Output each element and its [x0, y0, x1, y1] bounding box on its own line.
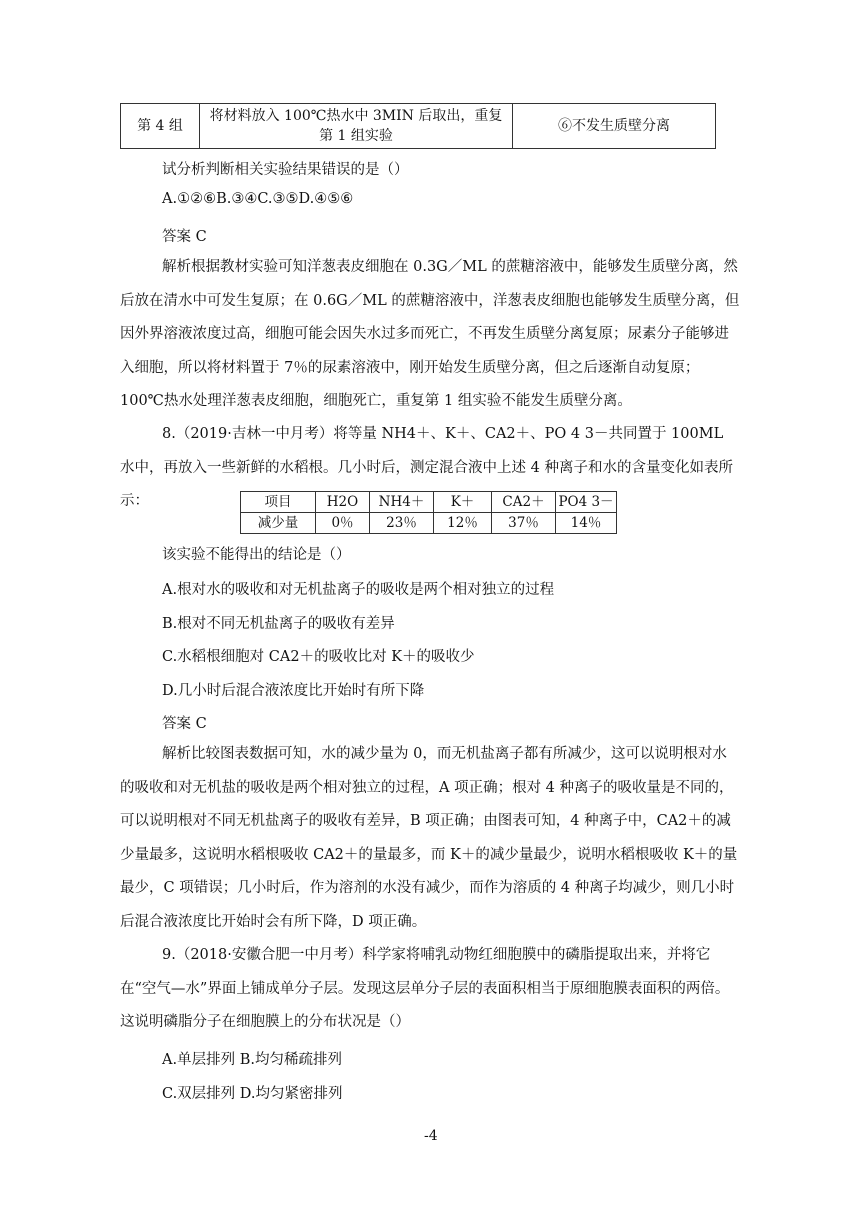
table-header-cell: PO4 3－: [556, 492, 617, 513]
table-row: [121, 104, 716, 149]
q9-options-row1: A.单层排列 B.均匀稀疏排列: [162, 1052, 342, 1068]
table-cell: 0％: [316, 513, 370, 534]
table-cell: 12％: [434, 513, 492, 534]
q8-stem: 8.（2019·吉林一中月考）将等量 NH4＋、K＋、CA2＋、PO 4 3－共同置于 100ML 水中，再放入一些新鲜的水稻根。几小时后，测定混合液中上述 4 种离子和水的含量变化如表所示：: [120, 426, 733, 509]
table-header-cell: NH4＋: [370, 492, 434, 513]
table-header-cell: 项目: [241, 492, 316, 513]
q7-answer: 答案 C: [162, 229, 207, 245]
ion-table: [240, 491, 617, 534]
q8-answer: 答案 C: [162, 716, 207, 732]
q8-prompt: 该实验不能得出的结论是（）: [162, 547, 351, 563]
q8-analysis: 解析比较图表数据可知，水的减少量为 0，而无机盐离子都有所减少，这可以说明根对水的吸收和对无机盐的吸收是两个相对独立的过程，A 项正确；根对 4 种离子的吸收量是不同的，可以说明根对不同无机盐离子的吸收有差异，B 项正确；由图表可知，4 种离子中，CA2＋的减少量最多，这说明水稻根吸收 CA2＋的量最多，而 K＋的减少量最少，说明水稻根吸收 K＋的量最少，C 项错误；几小时后，作为溶剂的水没有减少，而作为溶质的 4 种离子均减少，则几小时后混合液浓度比开始时会有所下降，D 项正确。: [120, 746, 738, 930]
table-header-cell: CA2＋: [492, 492, 556, 513]
table-header-cell: H2O: [316, 492, 370, 513]
q8-option-d: D.几小时后混合液浓度比开始时有所下降: [162, 683, 425, 699]
table-cell-result: ⑥不发生质壁分离: [513, 104, 716, 149]
page-number: -4: [424, 1128, 438, 1144]
table-cell-procedure: 将材料放入 100℃热水中 3MIN 后取出，重复第 1 组实验: [200, 104, 513, 149]
q7-options: A.①②⑥B.③④C.③⑤D.④⑤⑥: [162, 191, 354, 207]
q7-prompt: 试分析判断相关实验结果错误的是（）: [162, 162, 409, 178]
table-cell: 14％: [556, 513, 617, 534]
q9-options-row2: C.双层排列 D.均匀紧密排列: [162, 1086, 343, 1102]
table-header-row: [241, 492, 617, 513]
q7-analysis: 解析根据教材实验可知洋葱表皮细胞在 0.3G／ML 的蔗糖溶液中，能够发生质壁分离，然后放在清水中可发生复原；在 0.6G／ML 的蔗糖溶液中，洋葱表皮细胞也能够发生质壁分离，但因外界溶液浓度过高，细胞可能会因失水过多而死亡，不再发生质壁分离复原；尿素分子能够进入细胞，所以将材料置于 7％的尿素溶液中，刚开始发生质壁分离，但之后逐渐自动复原；100℃热水处理洋葱表皮细胞，细胞死亡，重复第 1 组实验不能发生质壁分离。: [120, 259, 740, 409]
table-cell: 37％: [492, 513, 556, 534]
q8-option-a: A.根对水的吸收和对无机盐离子的吸收是两个相对独立的过程: [162, 582, 555, 598]
table-cell-group: 第 4 组: [121, 104, 200, 149]
table-row: [241, 513, 617, 534]
experiment-table: [120, 103, 716, 149]
table-cell: 减少量: [241, 513, 316, 534]
q8-option-b: B.根对不同无机盐离子的吸收有差异: [162, 616, 395, 632]
table-header-cell: K＋: [434, 492, 492, 513]
q9-stem: 9.（2018·安徽合肥一中月考）科学家将哺乳动物红细胞膜中的磷脂提取出来，并将它在“空气—水”界面上铺成单分子层。发现这层单分子层的表面积相当于原细胞膜表面积的两倍。这说明磷脂分子在细胞膜上的分布状况是（）: [120, 947, 730, 1030]
q8-option-c: C.水稻根细胞对 CA2＋的吸收比对 K＋的吸收少: [162, 649, 475, 665]
table-cell: 23％: [370, 513, 434, 534]
